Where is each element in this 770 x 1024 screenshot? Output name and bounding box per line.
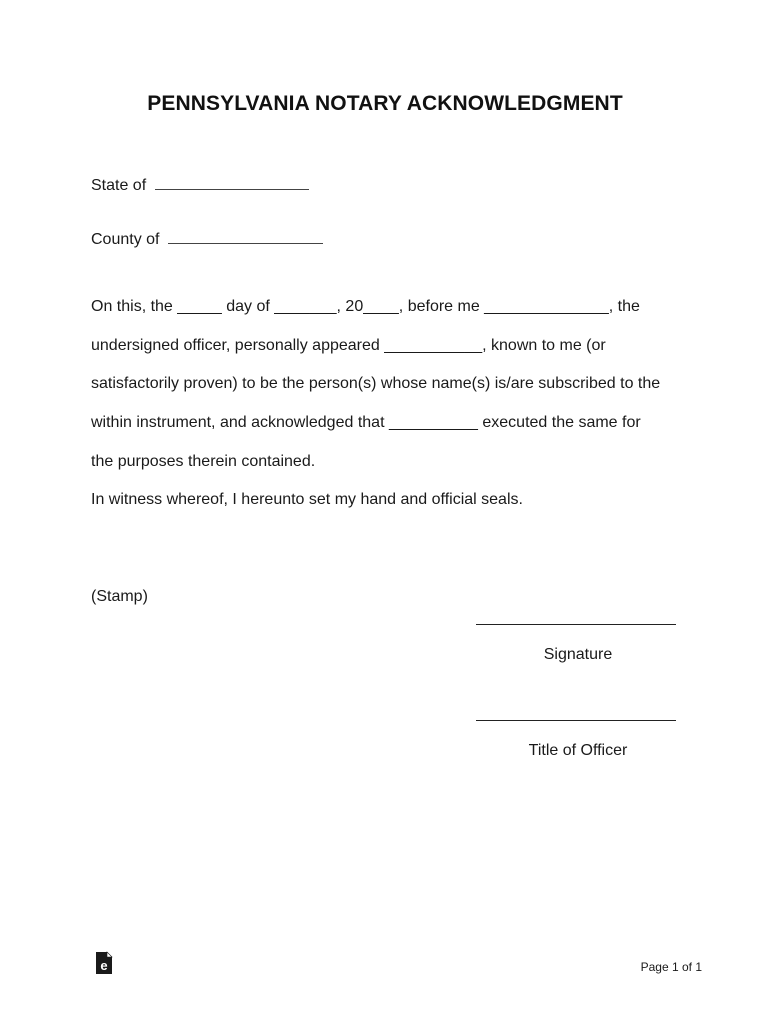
page-number: Page 1 of 1 xyxy=(640,960,702,974)
state-field xyxy=(91,176,309,195)
body-line: In witness whereof, I hereunto set my hand and official seals. xyxy=(91,491,523,508)
state-blank[interactable] xyxy=(155,176,309,190)
signature-line[interactable] xyxy=(476,624,676,625)
body-line: undersigned officer, personally appeared ___________, known to me (or xyxy=(91,337,606,354)
stamp-label: (Stamp) xyxy=(91,588,148,605)
svg-text:e: e xyxy=(100,958,108,973)
county-field xyxy=(91,230,323,249)
title-of-officer-line[interactable] xyxy=(476,720,676,721)
document-title: PENNSYLVANIA NOTARY ACKNOWLEDGMENT xyxy=(147,92,623,115)
body-line: On this, the _____ day of _______, 20____, before me ______________, the xyxy=(91,298,640,315)
body-line: the purposes therein contained. xyxy=(91,453,316,470)
body-line: satisfactorily proven) to be the person(s) whose name(s) is/are subscribed to the xyxy=(91,375,661,392)
county-blank[interactable] xyxy=(168,230,323,244)
title-of-officer-label: Title of Officer xyxy=(528,742,628,759)
county-label: County of xyxy=(91,231,160,248)
eforms-logo-icon xyxy=(94,951,114,975)
body-line: within instrument, and acknowledged that __________ executed the same for xyxy=(91,414,641,431)
state-label: State of xyxy=(91,177,147,194)
signature-label: Signature xyxy=(543,646,613,663)
